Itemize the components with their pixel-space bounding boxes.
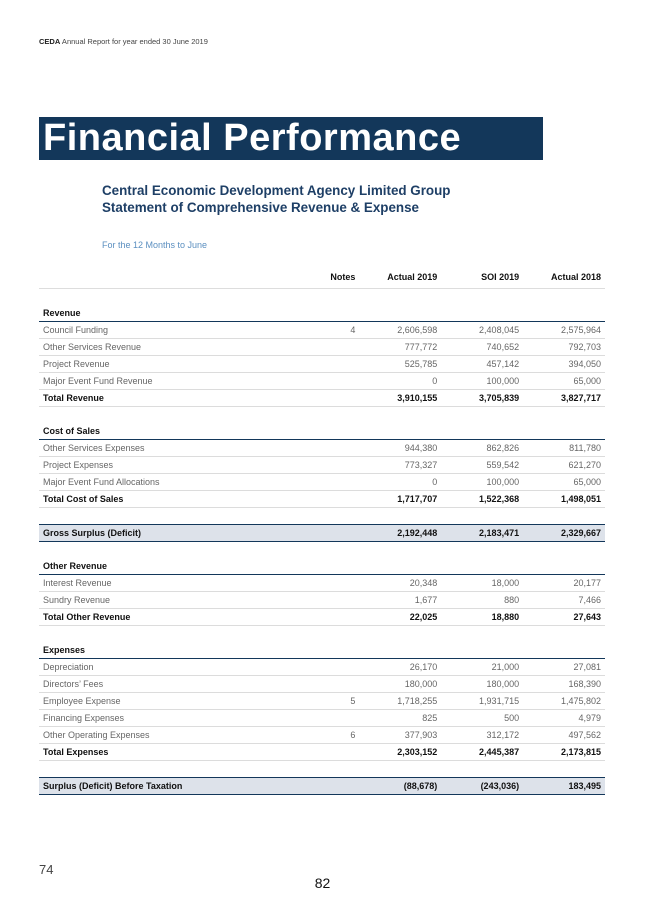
gross-surplus-actual-2018: 2,329,667 [523, 525, 605, 542]
row-actual-2018: 621,270 [523, 457, 605, 474]
total-row [39, 609, 605, 626]
row-note [285, 592, 360, 609]
row-actual-2019: 26,170 [359, 659, 441, 676]
running-header [39, 37, 208, 46]
total-row [39, 390, 605, 407]
row-label: Other Operating Expenses [39, 727, 285, 744]
row-actual-2018: 2,575,964 [523, 322, 605, 339]
financial-table [39, 266, 605, 795]
row-label: Major Event Fund Revenue [39, 373, 285, 390]
total-soi-2019: 1,522,368 [441, 491, 523, 508]
row-label: Sundry Revenue [39, 592, 285, 609]
row-soi-2019: 457,142 [441, 356, 523, 373]
section-heading-row [39, 558, 605, 575]
row-label: Other Services Revenue [39, 339, 285, 356]
row-soi-2019: 1,931,715 [441, 693, 523, 710]
table-row [39, 693, 605, 710]
row-soi-2019: 740,652 [441, 339, 523, 356]
total-soi-2019: 3,705,839 [441, 390, 523, 407]
gross-surplus-label: Gross Surplus (Deficit) [39, 525, 285, 542]
surplus-before-tax-soi-2019: (243,036) [441, 778, 523, 795]
row-soi-2019: 100,000 [441, 373, 523, 390]
surplus-before-tax-row [39, 778, 605, 795]
row-note [285, 356, 360, 373]
row-label: Other Services Expenses [39, 440, 285, 457]
total-actual-2018: 27,643 [523, 609, 605, 626]
total-label: Total Cost of Sales [39, 491, 285, 508]
row-soi-2019: 312,172 [441, 727, 523, 744]
table-row [39, 659, 605, 676]
statement-title-line1: Central Economic Development Agency Limited Group [102, 183, 451, 198]
row-note: 4 [285, 322, 360, 339]
total-label: Total Expenses [39, 744, 285, 761]
row-actual-2018: 792,703 [523, 339, 605, 356]
row-actual-2019: 377,903 [359, 727, 441, 744]
spacer-row [39, 626, 605, 643]
row-actual-2019: 777,772 [359, 339, 441, 356]
row-note [285, 457, 360, 474]
row-label: Project Revenue [39, 356, 285, 373]
total-actual-2018: 1,498,051 [523, 491, 605, 508]
row-label: Project Expenses [39, 457, 285, 474]
statement-title [102, 182, 450, 216]
row-note [285, 710, 360, 727]
row-label: Depreciation [39, 659, 285, 676]
spacer-row [39, 407, 605, 424]
row-actual-2018: 497,562 [523, 727, 605, 744]
section-heading: Other Revenue [39, 558, 605, 575]
row-actual-2018: 65,000 [523, 474, 605, 491]
row-actual-2019: 0 [359, 373, 441, 390]
spacer-row [39, 542, 605, 559]
table-row [39, 575, 605, 592]
header-org: CEDA [39, 37, 61, 46]
section-heading-row [39, 305, 605, 322]
row-actual-2018: 1,475,802 [523, 693, 605, 710]
row-soi-2019: 100,000 [441, 474, 523, 491]
gross-surplus-soi-2019: 2,183,471 [441, 525, 523, 542]
gross-surplus-row [39, 525, 605, 542]
row-label: Employee Expense [39, 693, 285, 710]
header-notes: Notes [285, 266, 360, 289]
total-soi-2019: 18,880 [441, 609, 523, 626]
row-note [285, 575, 360, 592]
row-label: Council Funding [39, 322, 285, 339]
row-actual-2019: 1,718,255 [359, 693, 441, 710]
row-note [285, 659, 360, 676]
header-label-cell [39, 266, 285, 289]
row-note: 6 [285, 727, 360, 744]
row-actual-2018: 168,390 [523, 676, 605, 693]
table-row [39, 356, 605, 373]
surplus-before-tax-actual-2018: 183,495 [523, 778, 605, 795]
section-heading: Revenue [39, 305, 605, 322]
table-row [39, 474, 605, 491]
spacer-row [39, 508, 605, 525]
row-note [285, 474, 360, 491]
row-label: Directors’ Fees [39, 676, 285, 693]
row-soi-2019: 862,826 [441, 440, 523, 457]
section-heading: Cost of Sales [39, 423, 605, 440]
header-actual-2018: Actual 2018 [523, 266, 605, 289]
row-label: Financing Expenses [39, 710, 285, 727]
row-actual-2019: 825 [359, 710, 441, 727]
total-row [39, 744, 605, 761]
row-actual-2019: 525,785 [359, 356, 441, 373]
row-note: 5 [285, 693, 360, 710]
row-actual-2019: 1,677 [359, 592, 441, 609]
table-row [39, 373, 605, 390]
row-soi-2019: 180,000 [441, 676, 523, 693]
row-note [285, 676, 360, 693]
spacer-row [39, 289, 605, 306]
row-actual-2018: 65,000 [523, 373, 605, 390]
row-soi-2019: 559,542 [441, 457, 523, 474]
table-row [39, 440, 605, 457]
total-actual-2019: 1,717,707 [359, 491, 441, 508]
table-row [39, 457, 605, 474]
row-actual-2019: 180,000 [359, 676, 441, 693]
table-row [39, 339, 605, 356]
table-row [39, 322, 605, 339]
row-actual-2018: 4,979 [523, 710, 605, 727]
page-title: Financial Performance [39, 117, 543, 160]
table-header-row [39, 266, 605, 289]
total-label: Total Revenue [39, 390, 285, 407]
row-actual-2019: 944,380 [359, 440, 441, 457]
row-actual-2019: 20,348 [359, 575, 441, 592]
statement-period: For the 12 Months to June [102, 240, 208, 250]
total-soi-2019: 2,445,387 [441, 744, 523, 761]
row-actual-2018: 394,050 [523, 356, 605, 373]
total-actual-2019: 3,910,155 [359, 390, 441, 407]
row-soi-2019: 21,000 [441, 659, 523, 676]
table-row [39, 710, 605, 727]
row-actual-2019: 2,606,598 [359, 322, 441, 339]
row-soi-2019: 880 [441, 592, 523, 609]
statement-title-line2: Statement of Comprehensive Revenue & Expense [102, 200, 420, 215]
row-soi-2019: 18,000 [441, 575, 523, 592]
header-actual-2019: Actual 2019 [359, 266, 441, 289]
total-actual-2018: 2,173,815 [523, 744, 605, 761]
total-actual-2019: 2,303,152 [359, 744, 441, 761]
total-label: Total Other Revenue [39, 609, 285, 626]
table-row [39, 727, 605, 744]
spacer-row [39, 761, 605, 778]
section-heading-row [39, 423, 605, 440]
row-actual-2018: 7,466 [523, 592, 605, 609]
row-actual-2019: 773,327 [359, 457, 441, 474]
table-row [39, 592, 605, 609]
row-soi-2019: 2,408,045 [441, 322, 523, 339]
total-row [39, 491, 605, 508]
row-label: Major Event Fund Allocations [39, 474, 285, 491]
printed-page-number: 74 [39, 862, 54, 877]
gross-surplus-actual-2019: 2,192,448 [359, 525, 441, 542]
table-row [39, 676, 605, 693]
total-actual-2018: 3,827,717 [523, 390, 605, 407]
section-heading: Expenses [39, 642, 605, 659]
row-note [285, 339, 360, 356]
total-actual-2019: 22,025 [359, 609, 441, 626]
row-actual-2018: 27,081 [523, 659, 605, 676]
row-label: Interest Revenue [39, 575, 285, 592]
pdf-page-number: 82 [314, 875, 331, 891]
row-note [285, 440, 360, 457]
surplus-before-tax-actual-2019: (88,678) [359, 778, 441, 795]
row-actual-2018: 20,177 [523, 575, 605, 592]
row-note [285, 373, 360, 390]
row-soi-2019: 500 [441, 710, 523, 727]
header-soi-2019: SOI 2019 [441, 266, 523, 289]
row-actual-2018: 811,780 [523, 440, 605, 457]
surplus-before-tax-label: Surplus (Deficit) Before Taxation [39, 778, 285, 795]
header-text: Annual Report for year ended 30 June 2019 [60, 37, 208, 46]
section-heading-row [39, 642, 605, 659]
row-actual-2019: 0 [359, 474, 441, 491]
